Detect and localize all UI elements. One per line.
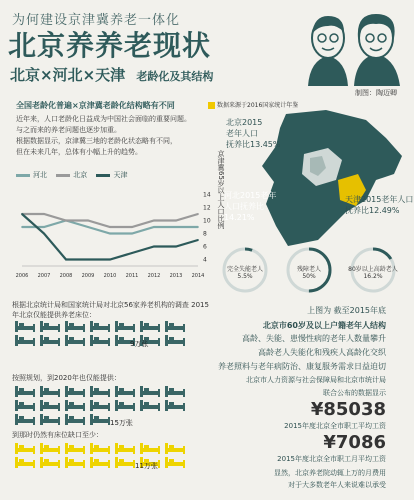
legend-item	[16, 170, 47, 180]
footer-line: 对于大多数老年人来说难以承受	[288, 481, 386, 489]
right-text-line: 上图为 截至2015年底	[307, 306, 386, 315]
bed-icon	[65, 400, 85, 411]
data-point	[131, 233, 133, 235]
credit: 制图：陶迈卿	[355, 89, 397, 97]
bed-icon	[90, 335, 110, 346]
data-point	[175, 246, 177, 248]
x-tick-label: 2011	[125, 273, 139, 279]
intro-line: 但在未来几年，总体有小幅上升的趋势。	[16, 148, 142, 156]
y-tick-label: 4	[203, 256, 207, 264]
map-source-text: 数据来源于2016国家统计年鉴	[217, 102, 299, 109]
hebei-label	[224, 190, 276, 223]
bed-icon	[115, 443, 135, 454]
bed-icon	[140, 443, 160, 454]
bed-icon	[65, 414, 85, 425]
x-tick-label: 2014	[191, 273, 205, 279]
intro-line: 近年来，人口老龄化日益成为中国社会面临的重要问题。	[16, 115, 191, 123]
data-point	[109, 233, 111, 235]
legend-label: 天津	[113, 171, 128, 179]
ring-value: 50%	[302, 273, 316, 280]
data-point	[87, 226, 89, 228]
x-tick-label: 2012	[147, 273, 161, 279]
bed-icon	[165, 386, 185, 397]
legend-item	[96, 170, 127, 180]
bed-icon	[40, 321, 60, 332]
right-text-line: 高龄、失能、患慢性病的老年人数量攀升	[242, 334, 386, 343]
right-text-line: 高龄老人失能化和残疾人高龄化交织	[258, 348, 386, 357]
bed-icon	[165, 335, 185, 346]
bed-section-caption: 按照规划，到2020年也仅能提供：	[12, 374, 121, 382]
bed-icon	[165, 321, 185, 332]
y-tick-label: 10	[203, 217, 211, 225]
bed-icon-grid	[14, 385, 194, 427]
tianjin-label	[345, 194, 413, 216]
bed-icon	[40, 335, 60, 346]
bed-icon	[140, 386, 160, 397]
tianjin-label-line: 天津2015老年人口	[345, 195, 414, 204]
bed-count: 11万张	[135, 462, 158, 470]
bed-count: 15万张	[110, 419, 133, 427]
bed-icon	[15, 443, 35, 454]
bed-icon	[15, 400, 35, 411]
data-point	[21, 213, 23, 215]
tianjin-label-line: 抚养比12.49%	[345, 206, 400, 215]
bed-icon	[15, 386, 35, 397]
x-tick-label: 2010	[103, 273, 117, 279]
bed-icon	[90, 400, 110, 411]
bed-icon	[90, 321, 110, 332]
bed-icon	[40, 457, 60, 468]
bed-icon	[65, 386, 85, 397]
beijing-label	[226, 117, 281, 150]
data-point	[21, 226, 23, 228]
right-text-line: 联合公布的数据显示	[323, 389, 386, 397]
bed-icon	[15, 335, 35, 346]
region-row-subtext: 老龄化及其结构	[136, 70, 214, 83]
data-point	[131, 252, 133, 254]
hebei-label-line: 14.21%	[224, 213, 255, 222]
footer-line: 显然，北京养老院动辄上万的月费用	[274, 469, 386, 477]
data-point	[87, 220, 89, 222]
chart-legend	[16, 170, 134, 180]
elderly-couple-portrait	[300, 8, 406, 86]
y-tick-label: 14	[203, 191, 211, 199]
legend-label: 河北	[33, 171, 47, 179]
legend-item	[56, 170, 87, 180]
data-point	[87, 259, 89, 261]
data-point	[65, 259, 67, 261]
y-tick-label: 12	[203, 204, 211, 212]
bed-icon	[165, 443, 185, 454]
intro-line: 根据数据显示，京津冀三地的老龄化状态略有不同，	[16, 137, 177, 145]
beds-intro: 根据北京统计局和国家统计局对北京56家养老机构的调查 2015年北京仅能提供养老床位：	[12, 301, 209, 319]
bed-icon	[115, 400, 135, 411]
bed-icon-grid	[14, 442, 194, 470]
bed-icon	[65, 335, 85, 346]
data-point	[43, 233, 45, 235]
data-point	[197, 226, 199, 228]
bed-icon	[90, 443, 110, 454]
data-point	[65, 220, 67, 222]
hebei-label-line: 人口抚养比	[224, 202, 264, 211]
right-text-line: 北京市60岁及以上户籍老年人结构	[262, 321, 386, 330]
hebei-label-line: 河北2015老年	[224, 191, 277, 200]
bed-icon	[65, 443, 85, 454]
bed-icon	[115, 386, 135, 397]
bed-icon	[140, 321, 160, 332]
ring-caption: 80岁以上高龄老人	[348, 266, 398, 273]
line-chart	[8, 180, 218, 284]
bed-icon	[90, 414, 110, 425]
bed-count: 9万张	[130, 340, 149, 348]
y-axis-label: 京津冀65岁以上人口比例	[217, 150, 225, 229]
region-row	[10, 64, 213, 85]
subtitle: 为何建设京津冀养老一体化	[12, 13, 181, 28]
monthly-salary: ¥7086	[323, 432, 386, 453]
bed-icon	[15, 321, 35, 332]
bed-icon	[40, 443, 60, 454]
beijing-label-line: 老年人口	[226, 129, 258, 138]
data-point	[109, 259, 111, 261]
x-tick-label: 2009	[81, 273, 95, 279]
x-tick-label: 2008	[59, 273, 73, 279]
data-point	[153, 220, 155, 222]
ring-caption: 残障老人	[296, 266, 321, 273]
bed-icon	[15, 414, 35, 425]
data-point	[153, 246, 155, 248]
monthly-salary-caption: 2015年度北京全市职工月平均工资	[277, 455, 386, 463]
data-point	[153, 226, 155, 228]
region-row-text: 北京×河北×天津	[10, 66, 126, 84]
bed-icon	[165, 457, 185, 468]
bed-icon	[90, 457, 110, 468]
intro-heading: 全国老龄化普遍×京津冀老龄化结构略有不同	[16, 101, 175, 110]
data-point	[197, 239, 199, 241]
bed-icon	[40, 400, 60, 411]
ring-value: 5.5%	[237, 273, 253, 280]
beijing-label-line: 抚养比13.45%	[226, 140, 281, 149]
page-title: 北京养养老现状	[8, 29, 212, 62]
beijing-label-line: 北京2015	[226, 118, 263, 127]
ring-value: 16.2%	[363, 273, 383, 280]
x-tick-label: 2007	[37, 273, 51, 279]
bed-icon	[65, 321, 85, 332]
annual-salary: ¥85038	[310, 399, 386, 420]
annual-salary-caption: 2015年度北京全市职工平均工资	[284, 422, 386, 430]
legend-label: 北京	[73, 171, 88, 179]
bed-icon	[140, 400, 160, 411]
bed-icon	[115, 457, 135, 468]
bed-icon-grid	[14, 320, 194, 348]
intro-line: 与之而来的养老问题也逐步加重。	[16, 126, 121, 134]
x-tick-label: 2006	[15, 273, 29, 279]
data-point	[197, 213, 199, 215]
data-point	[175, 220, 177, 222]
bed-icon	[165, 400, 185, 411]
right-text-line: 北京市人力资源与社会保障局和北京市统计局	[246, 376, 386, 384]
bed-icon	[115, 321, 135, 332]
bed-icon	[40, 414, 60, 425]
bed-section-caption: 到那时仍然有床位缺口至少：	[12, 431, 103, 439]
data-point	[131, 226, 133, 228]
x-tick-label: 2013	[169, 273, 183, 279]
data-point	[175, 226, 177, 228]
bed-icon	[40, 386, 60, 397]
right-text-line: 养老照料与老年病防治、康复服务需求日益迫切	[218, 362, 386, 371]
bed-icon	[90, 386, 110, 397]
data-point	[109, 226, 111, 228]
y-tick-label: 6	[203, 243, 207, 251]
bed-icon	[15, 457, 35, 468]
y-tick-label: 8	[203, 230, 207, 238]
data-point	[43, 213, 45, 215]
data-point	[43, 226, 45, 228]
ring-caption: 完全失能老人	[226, 266, 263, 273]
bed-icon	[65, 457, 85, 468]
